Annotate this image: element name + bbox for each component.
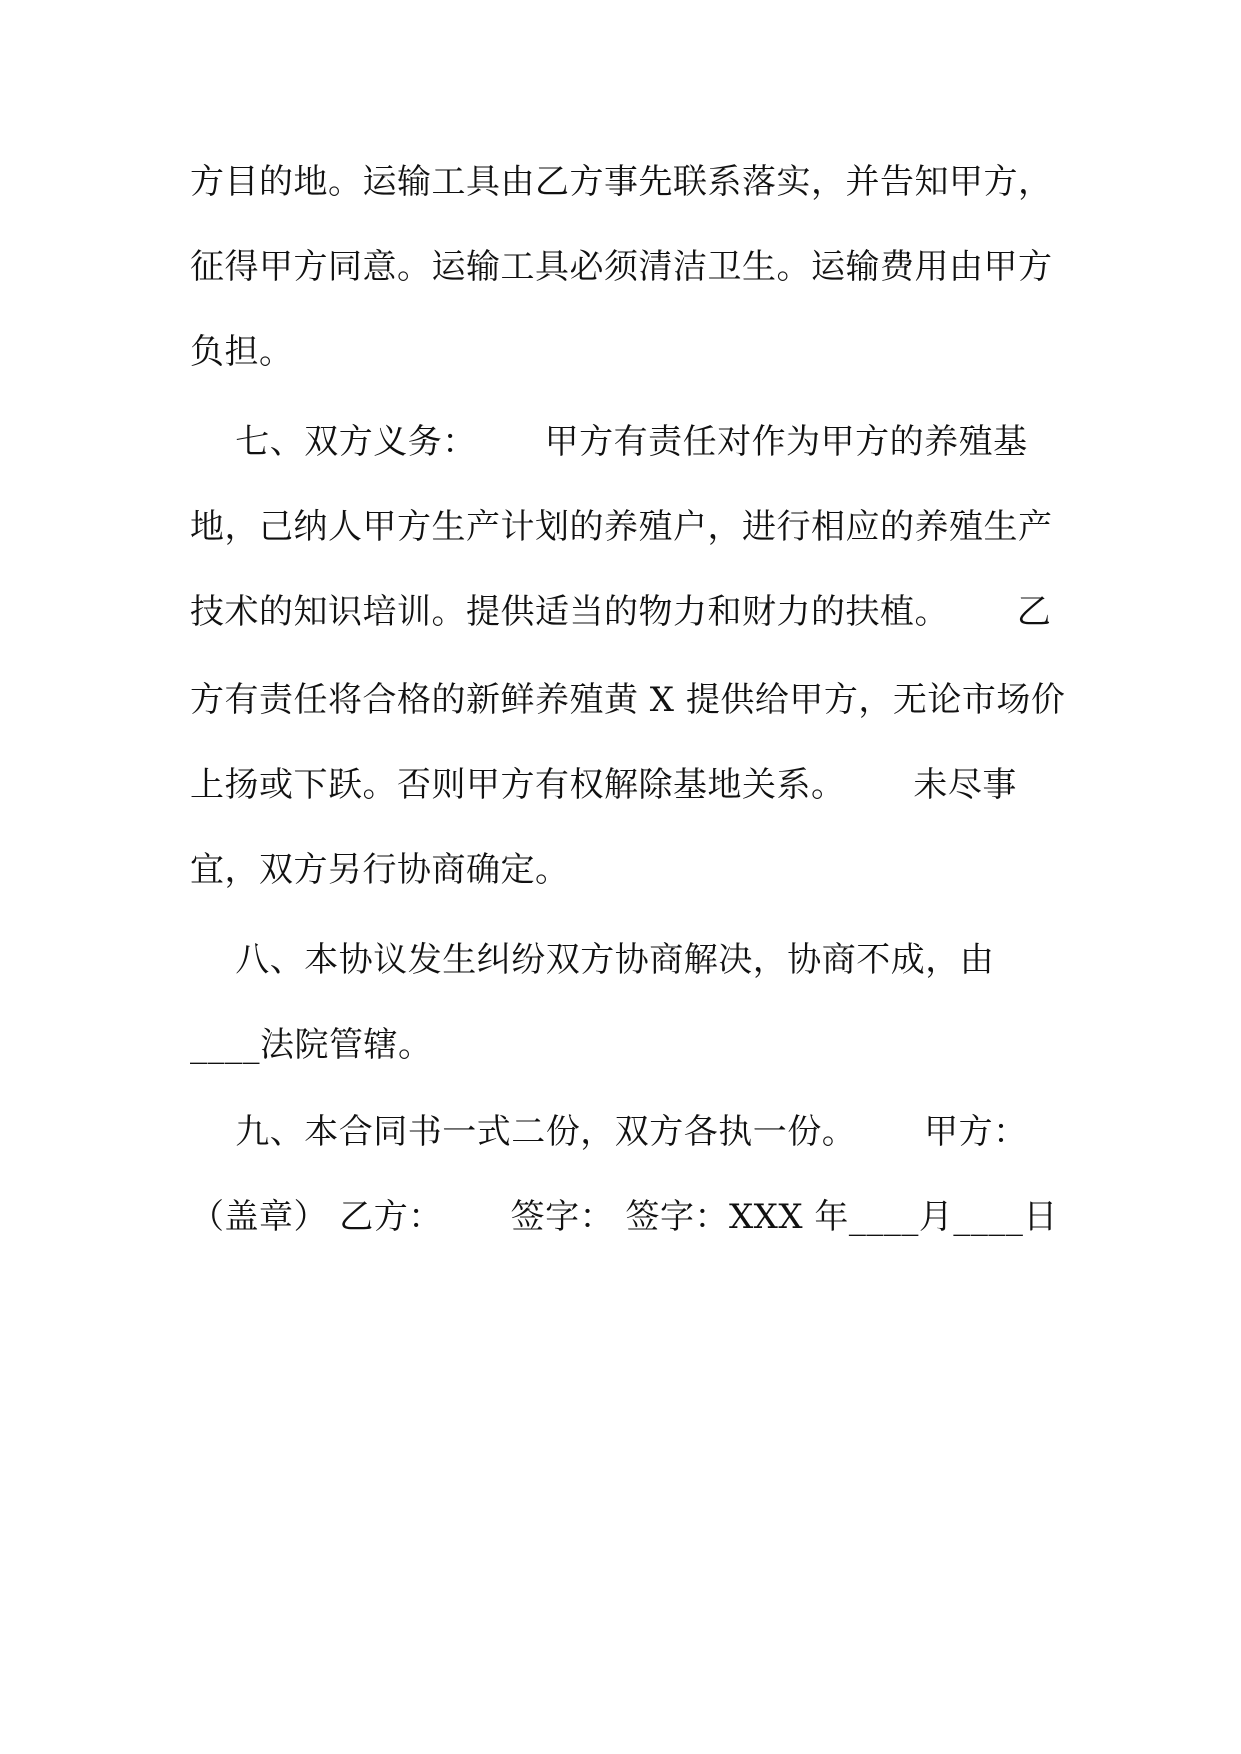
text-line-11: ____法院管辖。: [190, 1025, 433, 1065]
text-line-3: 负担。: [190, 332, 294, 372]
text-line-7: 方有责任将合格的新鲜养殖黄 X 提供给甲方，无论市场价: [190, 680, 1066, 720]
text-line-2: 征得甲方同意。运输工具必须清洁卫生。运输费用由甲方: [190, 247, 1053, 287]
text-line-13: （盖章） 乙方： 签字： 签字：XXX 年____月____日: [190, 1197, 1058, 1237]
text-line-9: 宜，双方另行协商确定。: [190, 850, 570, 890]
text-line-6: 技术的知识培训。提供适当的物力和财力的扶植。 乙: [190, 592, 1052, 632]
text-line-12: 九、本合同书一式二份，双方各执一份。 甲方：: [190, 1112, 1028, 1152]
text-line-4: 七、双方义务： 甲方有责任对作为甲方的养殖基: [190, 422, 1028, 462]
text-line-8: 上扬或下跃。否则甲方有权解除基地关系。 未尽事: [190, 765, 1017, 805]
text-line-5: 地，己纳人甲方生产计划的养殖户，进行相应的养殖生产: [190, 507, 1053, 547]
text-line-10: 八、本协议发生纠纷双方协商解决，协商不成，由: [190, 940, 995, 980]
text-line-1: 方目的地。运输工具由乙方事先联系落实，并告知甲方，: [190, 162, 1053, 202]
